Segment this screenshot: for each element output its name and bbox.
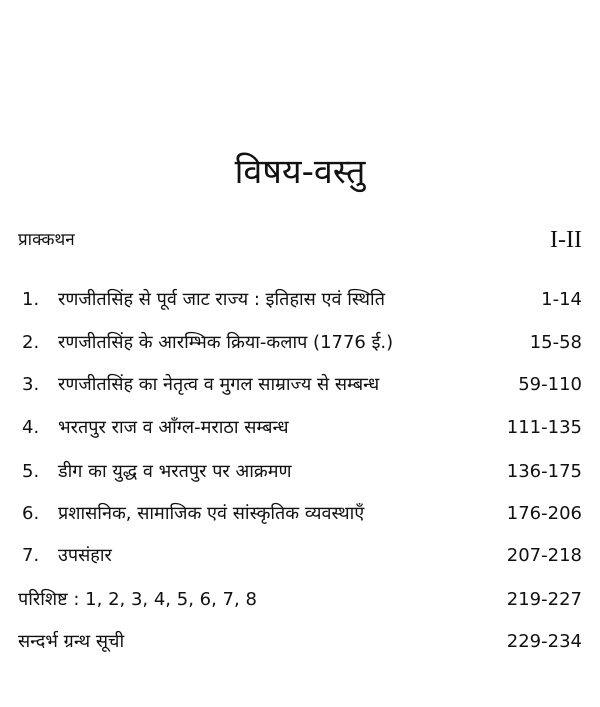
toc-entry-number: 1. [22, 289, 40, 310]
toc-entry-pages: 136-175 [506, 461, 582, 482]
toc-entry-pages: 219-227 [506, 589, 582, 610]
toc-entry-chapter-3 [0, 367, 600, 403]
toc-entry-title: उपसंहार [58, 545, 112, 566]
toc-entry-title: रणजीतसिंह के आरम्भिक क्रिया-कलाप (1776 ई.) [58, 332, 394, 353]
toc-entry-chapter-6 [0, 496, 600, 532]
toc-entry-bibliography [0, 624, 600, 660]
toc-entry-pages: 176-206 [506, 503, 582, 524]
toc-entry-chapter-7 [0, 538, 600, 574]
toc-entry-title: परिशिष्ट : 1, 2, 3, 4, 5, 6, 7, 8 [18, 589, 257, 610]
page-title: विषय-वस्तु [234, 152, 366, 192]
toc-entry-chapter-2 [0, 325, 600, 361]
toc-entry-chapter-4 [0, 410, 600, 446]
toc-entry-chapter-5 [0, 454, 600, 490]
toc-entry-preface [0, 222, 600, 258]
toc-entry-number: 2. [22, 332, 40, 353]
toc-entry-pages: 1-14 [541, 289, 582, 310]
toc-entry-number: 3. [22, 374, 40, 395]
toc-entry-number: 7. [22, 545, 40, 566]
toc-entry-pages: 15-58 [529, 332, 582, 353]
toc-entry-appendix [0, 582, 600, 618]
toc-entry-title: रणजीतसिंह का नेतृत्व व मुगल साम्राज्य से सम्बन्ध [58, 374, 380, 395]
toc-entry-pages: I-II [550, 227, 582, 253]
toc-entry-pages: 111-135 [506, 417, 582, 438]
toc-entry-pages: 207-218 [506, 545, 582, 566]
toc-entry-pages: 59-110 [518, 374, 582, 395]
toc-entry-title: प्रशासनिक, सामाजिक एवं सांस्कृतिक व्यवस्थाएँ [58, 503, 365, 524]
toc-entry-number: 5. [22, 461, 40, 482]
toc-entry-title: प्राक्कथन [18, 230, 75, 250]
toc-entry-number: 4. [22, 417, 40, 438]
toc-entry-title: डीग का युद्ध व भरतपुर पर आक्रमण [58, 461, 292, 482]
toc-entry-chapter-1 [0, 282, 600, 318]
toc-entry-number: 6. [22, 503, 40, 524]
toc-entry-title: भरतपुर राज व आँग्ल-मराठा सम्बन्ध [58, 417, 289, 438]
toc-entry-pages: 229-234 [506, 631, 582, 652]
toc-entry-title: रणजीतसिंह से पूर्व जाट राज्य : इतिहास एवं स्थिति [58, 289, 385, 310]
toc-entry-title: सन्दर्भ ग्रन्थ सूची [18, 631, 125, 652]
